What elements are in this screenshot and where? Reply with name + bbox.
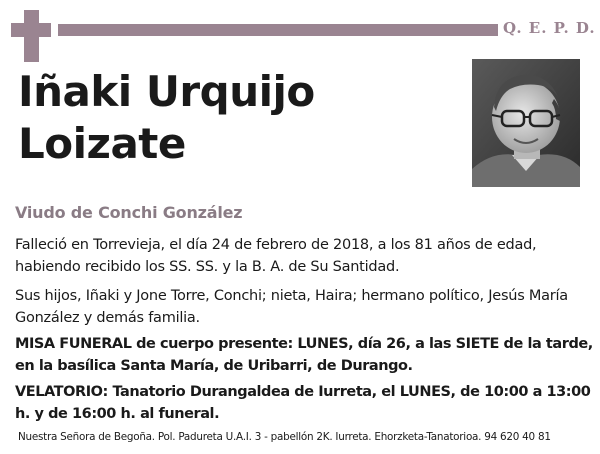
widow-of-line: Viudo de Conchi González: [15, 203, 243, 222]
funeral-mass-paragraph: MISA FUNERAL de cuerpo presente: LUNES, día 26, a las SIETE de la tarde, en la basílica Santa María, de Uribarri, de Durango.: [15, 336, 593, 374]
header-rule: [58, 24, 498, 36]
deceased-name-line1: Iñaki Urquijo: [18, 67, 315, 116]
wake-paragraph: VELATORIO: Tanatorio Durangaldea de Iurreta, el LUNES, de 10:00 a 13:00 h. y de 16:00 h. al funeral.: [15, 384, 591, 422]
portrait-photo-icon: [472, 59, 580, 187]
portrait-photo: [472, 59, 580, 187]
cross-icon-horizontal: [11, 23, 51, 37]
deceased-name-line2: Loizate: [18, 119, 186, 168]
death-notice-paragraph: Falleció en Torrevieja, el día 24 de febrero de 2018, a los 81 años de edad, habiendo recibido los SS. SS. y la B. A. de Su Santidad.: [15, 237, 537, 275]
family-paragraph: Sus hijos, Iñaki y Jone Torre, Conchi; nieta, Haira; hermano político, Jesús María González y demás familia.: [15, 288, 568, 326]
funeral-home-footer: Nuestra Señora de Begoña. Pol. Padureta U.A.I. 3 - pabellón 2K. Iurreta. Ehorzketa-Tanatorioa. 94 620 40 81: [18, 431, 551, 443]
deceased-name: [18, 66, 315, 170]
qepd-heading: Q. E. P. D.: [503, 19, 596, 37]
